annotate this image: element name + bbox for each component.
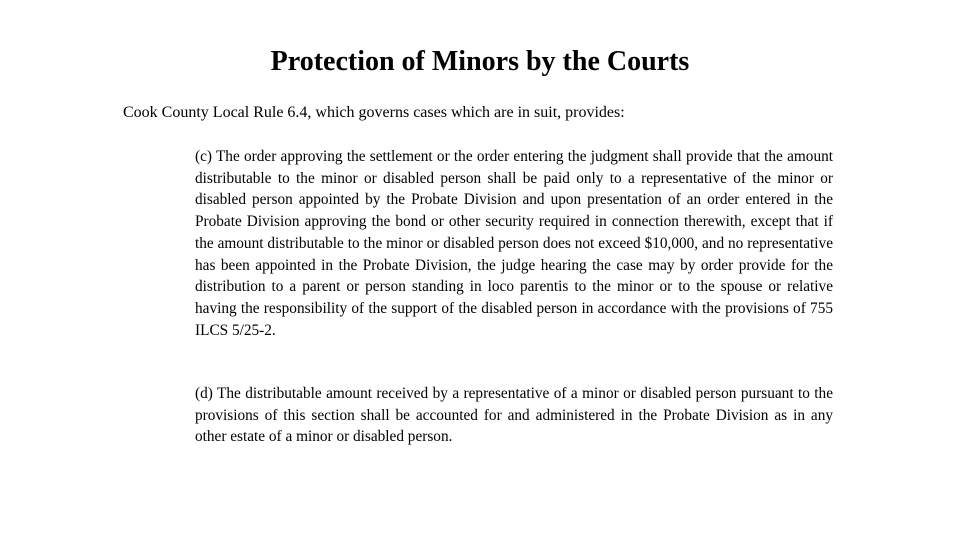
intro-text: Cook County Local Rule 6.4, which governs cases which are in suit, provides: xyxy=(123,104,625,121)
rule-paragraph-d: (d) The distributable amount received by a representative of a minor or disabled person pursuant to the provisions of this section shall be accounted for and administered in the Probate Division as in any other estate of a minor or disabled person. xyxy=(195,385,833,446)
page-title: Protection of Minors by the Courts xyxy=(270,46,690,77)
rule-paragraph-c: (c) The order approving the settlement or the order entering the judgment shall provide that the amount distributable to the minor or disabled person shall be paid only to a representative of the minor or disabled person appointed by the Probate Division and upon presentation of an order entered in the Probate Division approving the bond or other security required in connection therewith, except that if the amount distributable to the minor or disabled person does not exceed $10,000, and no representative has been appointed in the Probate Division, the judge hearing the case may by order provide for the distribution to a parent or person standing in loco parentis to the minor or to the spouse or relative having the responsibility of the support of the disabled person in accordance with the provisions of 755 ILCS 5/25-2. xyxy=(195,148,833,339)
